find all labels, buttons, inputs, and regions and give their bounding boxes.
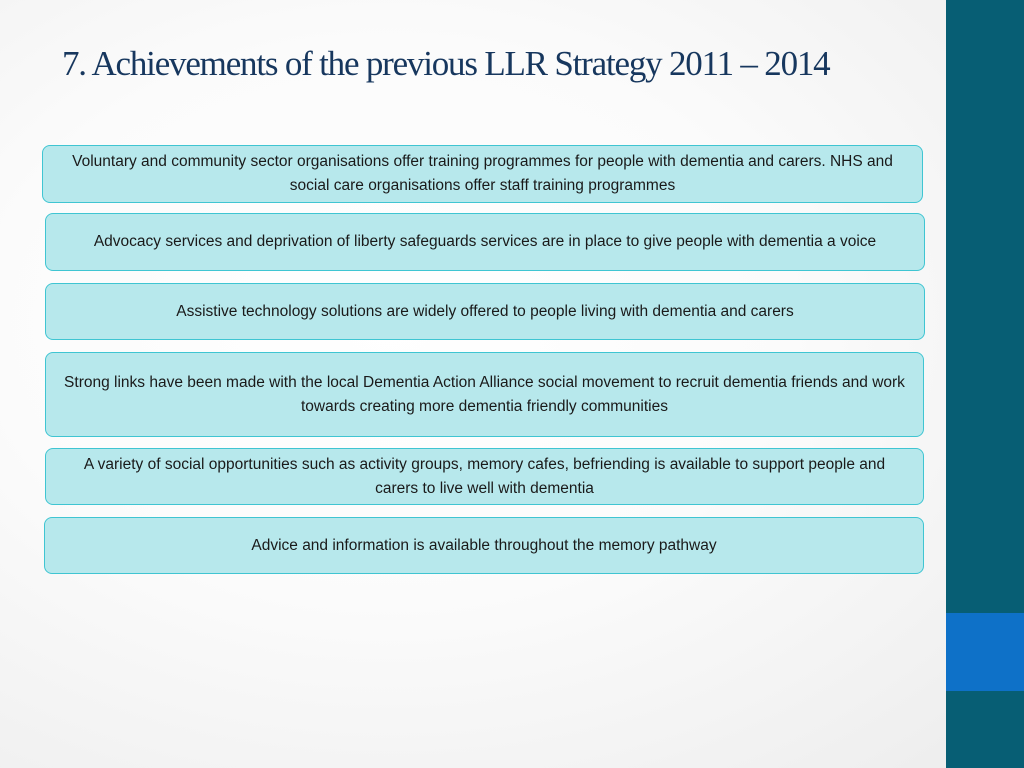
achievement-box-advice-information: Advice and information is available throughout the memory pathway xyxy=(44,517,924,574)
achievement-box-assistive-technology: Assistive technology solutions are widely offered to people living with dementia and carers xyxy=(45,283,925,340)
achievement-box-dementia-action-alliance: Strong links have been made with the local Dementia Action Alliance social movement to recruit dementia friends and work towards creating more dementia friendly communities xyxy=(45,352,924,437)
achievement-box-training: Voluntary and community sector organisations offer training programmes for people with dementia and carers. NHS and social care organisations offer staff training programmes xyxy=(42,145,923,203)
slide-title: 7. Achievements of the previous LLR Strategy 2011 – 2014 xyxy=(62,44,830,83)
achievement-box-social-opportunities: A variety of social opportunities such as activity groups, memory cafes, befriending is available to support people and carers to live well with dementia xyxy=(45,448,924,505)
sidebar-band xyxy=(946,0,1024,768)
sidebar-accent-block xyxy=(946,613,1024,691)
achievement-box-advocacy: Advocacy services and deprivation of liberty safeguards services are in place to give people with dementia a voice xyxy=(45,213,925,271)
